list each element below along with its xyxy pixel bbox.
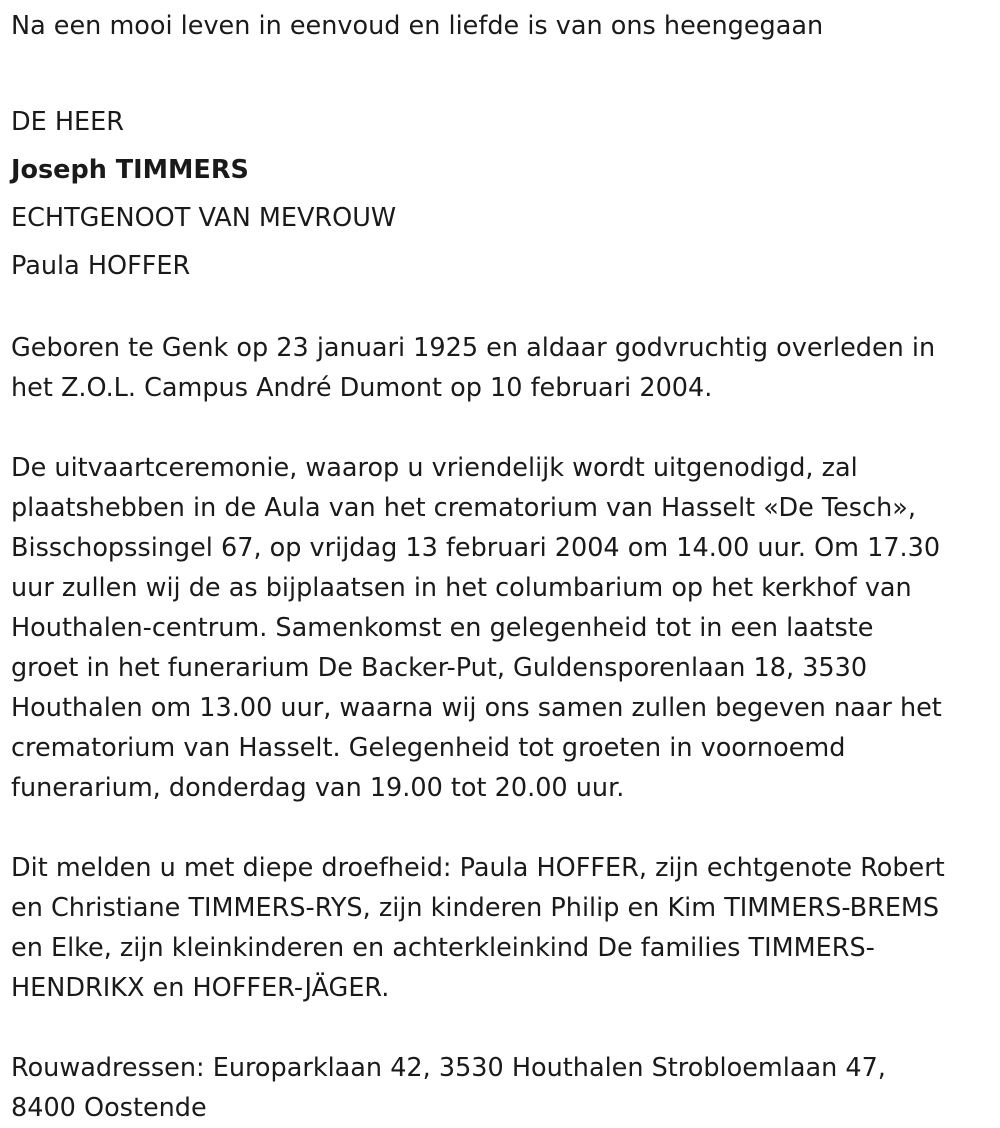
spouse-name: Paula HOFFER [11,251,191,281]
paragraph-line: funerarium, donderdag van 19.00 tot 20.00 uur. [11,773,625,803]
paragraph-line: Houthalen om 13.00 uur, waarna wij ons samen zullen begeven naar het [11,693,942,723]
mourners-paragraph [11,848,996,1008]
birth-death-paragraph [11,328,996,408]
paragraph-line: Houthalen-centrum. Samenkomst en gelegenheid tot in een laatste [11,613,874,643]
intro-text: Na een mooi leven in eenvoud en liefde is van ons heengegaan [11,11,824,41]
paragraph-line: het Z.O.L. Campus André Dumont op 10 februari 2004. [11,373,713,403]
obituary-notice [11,6,996,1128]
paragraph-line: Rouwadressen: Europarklaan 42, 3530 Houthalen Strobloemlaan 47, [11,1053,886,1083]
paragraph-line: HENDRIKX en HOFFER-JÄGER. [11,973,390,1003]
spacer [11,1008,996,1048]
paragraph-line: Bisschopssingel 67, op vrijdag 13 februari 2004 om 14.00 uur. Om 17.30 [11,533,941,563]
spacer [11,808,996,848]
spacer [11,46,996,98]
spacer [11,408,996,448]
spacer [11,290,996,328]
spouse-label: ECHTGENOOT VAN MEVROUW [11,203,397,233]
paragraph-line: De uitvaartceremonie, waarop u vriendelijk wordt uitgenodigd, zal [11,453,858,483]
paragraph-line: groet in het funerarium De Backer-Put, Guldensporenlaan 18, 3530 [11,653,868,683]
paragraph-line: uur zullen wij de as bijplaatsen in het columbarium op het kerkhof van [11,573,912,603]
title-prefix: DE HEER [11,107,124,137]
addresses-paragraph [11,1048,996,1128]
paragraph-line: Dit melden u met diepe droefheid: Paula HOFFER, zijn echtgenote Robert [11,853,945,883]
ceremony-paragraph [11,448,996,808]
paragraph-line: en Elke, zijn kleinkinderen en achterkleinkind De families TIMMERS- [11,933,875,963]
paragraph-line: en Christiane TIMMERS-RYS, zijn kinderen Philip en Kim TIMMERS-BREMS [11,893,940,923]
paragraph-line: 8400 Oostende [11,1093,207,1123]
paragraph-line: crematorium van Hasselt. Gelegenheid tot groeten in voornoemd [11,733,846,763]
deceased-name: Joseph TIMMERS [11,155,249,185]
paragraph-line: plaatshebben in de Aula van het crematorium van Hasselt «De Tesch», [11,493,916,523]
paragraph-line: Geboren te Genk op 23 januari 1925 en aldaar godvruchtig overleden in [11,333,936,363]
